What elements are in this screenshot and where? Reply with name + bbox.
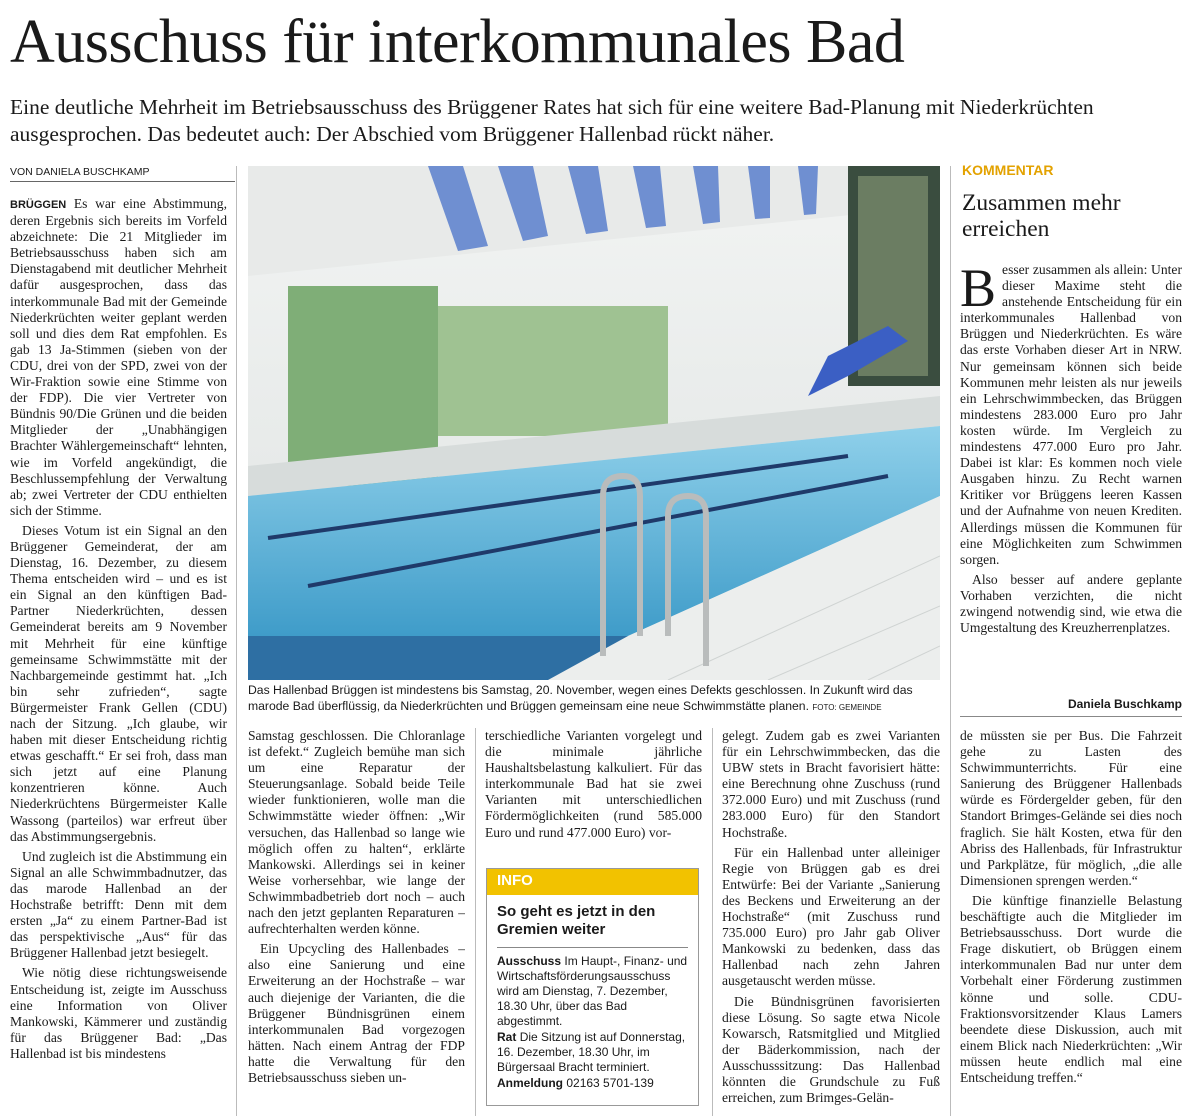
column-divider — [475, 728, 476, 1116]
photo-credit: FOTO: GEMEINDE — [812, 703, 882, 712]
paragraph: terschiedliche Varianten vorgelegt und die minimale jährliche Haushaltsbelastung kalkuliert. Für das interkommunale Bad hat sie zwei Varianten mit unterschiedlichen Fördermöglichkeiten (rund 585.000 Euro und rund 477.000 Euro) vor- — [485, 728, 702, 840]
article-column-1 — [10, 196, 227, 1116]
kommentar-label: KOMMENTAR — [962, 162, 1054, 178]
paragraph: de müssten sie per Bus. Die Fahrzeit gehe zu Lasten des Schwimmunterrichts. Für eine Sanierung des Brüggener Hallenbads würde es Fördergelder geben, für den Standort Brimges-Gelände sei dies noch fraglich. Sie hält Kosten, etwa für den Abriss des Hallenbads, für Infrastruktur und Parkplätze, für möglich, „die alle Dimensionen sprengen werden.“ — [960, 728, 1182, 888]
paragraph: BRÜGGEN Es war eine Abstimmung, deren Ergebnis sich bereits im Vorfeld abzeichnete: Die 21 Mitglieder im Betriebsausschuss haben sich am Dienstagabend mit deutlicher Mehrheit dafür ausgesprochen, dass das interkommunale Bad mit der Gemeinde Niederkrüchten weiter geplant werden soll und dies dem Rat empfohlen. Es gab 13 Ja-Stimmen (sieben von der CDU, drei von der SPD, zwei von der Wir-Fraktion sowie eine Stimme von der FDP). Die vier Vertreter von Bündnis 90/Die Grünen und die beiden Mitglieder der „Unabhängigen Brachter Wählergemeinschaft“ lehnten, wie im Vorfeld angekündigt, die Beschlussempfehlung der Verwaltung ab; zwei Vertreter der CDU enthielten sich der Stimme. — [10, 196, 227, 518]
article-column-4 — [722, 728, 940, 1116]
drop-cap: B — [960, 262, 997, 318]
info-label: INFO — [487, 869, 698, 895]
paragraph: Samstag geschlossen. Die Chloranlage ist defekt.“ Zugleich bemühe man sich um eine Reparatur der Steuerungsanlage. Sobald beide Teile wieder funktionieren, wolle man die Schwimmstätte wieder öffnen: „Wir versuchen, das Hallenbad so lange wie möglich offen zu halten“, erklärte Mankowski. Allerdings sei in keiner Weise vorhersehbar, wie lange der Schwimmbadbetrieb dort noch – auch nach den jetzt geplanten Reparaturen – aufrechterhalten werden könne. — [248, 728, 465, 937]
divider — [497, 947, 688, 948]
kommentar-body — [960, 262, 1182, 692]
byline: VON DANIELA BUSCHKAMP — [10, 166, 235, 182]
info-title: So geht es jetzt in den Gremien weiter — [497, 903, 656, 938]
article-subhead: Eine deutliche Mehrheit im Betriebsausschuss des Brüggener Rates hat sich für eine weitere Bad-Planung mit Niederkrüchten ausgesprochen. Das bedeutet auch: Der Abschied vom Brüggener Hallenbad rückt näher. — [10, 95, 1094, 146]
paragraph: Besser zusammen als allein: Unter dieser Maxime steht die anstehende Entscheidung für ein interkommunales Hallenbad von Brüggen und Niederkrüchten. Es wäre das erste Vorhaben dieser Art in NRW. Nur gemeinsam können sich beide Kommunen mehr leisten als nur jeweils ein Lehrschwimmbecken, das Brüggen mindestens 283.000 Euro pro Jahr kosten würde. Im Vergleich zu mindestens 477.000 Euro pro Jahr. Dabei ist klar: Es kommen noch viele Ausgaben hinzu. Zu Recht warnen Kritiker vor Brüggens leeren Kassen und der Aufnahme von neuen Krediten. Allerdings müssen die Kommunen für eine Möglichkeiten zum Schwimmen sorgen. — [960, 262, 1182, 567]
article-headline: Ausschuss für interkommunales Bad — [10, 8, 905, 76]
indoor-pool-illustration — [248, 166, 940, 680]
pool-photo — [248, 166, 940, 680]
info-item: Rat Die Sitzung ist auf Donnerstag, 16. Dezember, 18.30 Uhr, im Bürgersaal Bracht terminiert. — [497, 1030, 686, 1074]
paragraph: gelegt. Zudem gab es zwei Varianten für ein Lehrschwimmbecken, das die UBW stets in Bracht favorisiert hätte: eine Berechnung ohne Zuschuss (rund 372.000 Euro) und mit Zuschuss (rund 283.000 Euro) für den Standort Hochstraße. — [722, 728, 940, 840]
photo-caption: Das Hallenbad Brüggen ist mindestens bis Samstag, 20. November, wegen eines Defekts geschlossen. In Zukunft wird das marode Bad überflüssig, da Niederkrüchten und Brüggen gemeinsam eine neue Schwimmstätte planen. FOTO: GEMEINDE — [248, 683, 913, 713]
info-item: Ausschuss Im Haupt-, Finanz- und Wirtschaftsförderungsausschuss wird am Dienstag, 7. Dezember, 18.30 Uhr, über das Bad abgestimmt. — [497, 954, 688, 1028]
paragraph: Wie nötig diese richtungsweisende Entscheidung ist, zeigte im Ausschuss eine Information von Oliver Mankowski, Kämmerer und zuständig für das Brüggener Bad: „Das Hallenbad ist bis mindestens — [10, 965, 227, 1061]
info-box — [486, 868, 699, 1106]
paragraph: Dieses Votum ist ein Signal an den Brüggener Gemeinderat, der am Dienstag, 16. Dezember, zu diesem Thema entscheiden wird – und es ist ein Signal an den künftigen Bad-Partner Niederkrüchten, dessen Gemeinderat bereits am 9 November mit Mehrheit für eine künftige gemeinsame Schwimmstätte mit der Nachbargemeinde gestimmt hat. „Ich bin sehr zufrieden“, sagte Bürgermeister Frank Gellen (CDU) nach der Sitzung. „Ich glaube, wir haben mit dieser Entscheidung richtig etwas geschafft.“ Er sei froh, dass man sich jetzt auf eine Planung konzentrieren könne. Auch Niederkrüchtens Bürgermeister Kalle Wassong (parteilos) war erfreut über das Abstimmungsergebnis. — [10, 522, 227, 844]
column-divider — [236, 166, 237, 1116]
paragraph: Die Bündnisgrünen favorisierten diese Lösung. So sagte etwa Nicole Kowarsch, Ratsmitglied und Mitglied der Bäderkommission, nach der Ausschusssitzung: Das Hallenbad könnten die Grundschule zu Fuß erreichen, zum Brimges-Gelän- — [722, 993, 940, 1106]
info-item: Anmeldung 02163 5701-139 — [497, 1076, 654, 1090]
dateline: BRÜGGEN — [10, 199, 67, 211]
article-column-5 — [960, 728, 1182, 1116]
paragraph: Ein Upcycling des Hallenbades – also eine Sanierung und eine Erweiterung an der Hochstraße – war auch diejenige der Varianten, die die Brüggener Bündnisgrünen einem interkommunalen Bad vorgezogen hätten. Nach einem Antrag der FDP hatte die Verwaltung für den Betriebsausschuss sieben un- — [248, 941, 465, 1085]
kommentar-author: Daniela Buschkamp — [1067, 697, 1182, 711]
paragraph: Also besser auf andere geplante Vorhaben verzichten, die nicht zwingend notwendig sind, wie etwa die Umgestaltung des Kreuzherrenplatzes. — [960, 571, 1182, 636]
kommentar-title: Zusammen mehr erreichen — [962, 190, 1121, 242]
paragraph: Für ein Hallenbad unter alleiniger Regie von Brüggen gab es drei Entwürfe: Bei der Variante „Sanierung des Beckens und Erweiterung an der Hochstraße“ (mit Zuschuss rund 735.000 Euro) pro Jahr gab Oliver Mankowski zu bedenken, dass das Hallenbad nach zehn Jahren ausgetauscht werden müsse. — [722, 844, 940, 989]
column-divider — [950, 166, 951, 1116]
paragraph: Die künftige finanzielle Belastung beschäftigte auch die Mitglieder im Betriebsausschuss. Dort wurde die Frage diskutiert, ob Brüggen einem interkommunalen Bad nur unter dem Vorbehalt einer Förderung zustimmen könne und solle. CDU-Fraktionsvorsitzender Klaus Lamers beendete diese Diskussion, auch mit einem Blick nach Niederkrüchten: „Wir müssen heute endlich mal eine Entscheidung treffen.“ — [960, 892, 1182, 1085]
paragraph: Und zugleich ist die Abstimmung ein Signal an alle Schwimmbadnutzer, das das marode Hallenbad an der Hochstraße betrifft: Denn mit dem ersten „Ja“ zu einem Partner-Bad ist das perspektivische „Aus“ für das Brüggener Hallenbad jetzt besiegelt. — [10, 848, 227, 961]
divider — [960, 716, 1182, 717]
article-column-3 — [485, 728, 702, 840]
column-divider — [712, 728, 713, 1116]
article-column-2 — [248, 728, 465, 1116]
info-body — [487, 954, 698, 1091]
